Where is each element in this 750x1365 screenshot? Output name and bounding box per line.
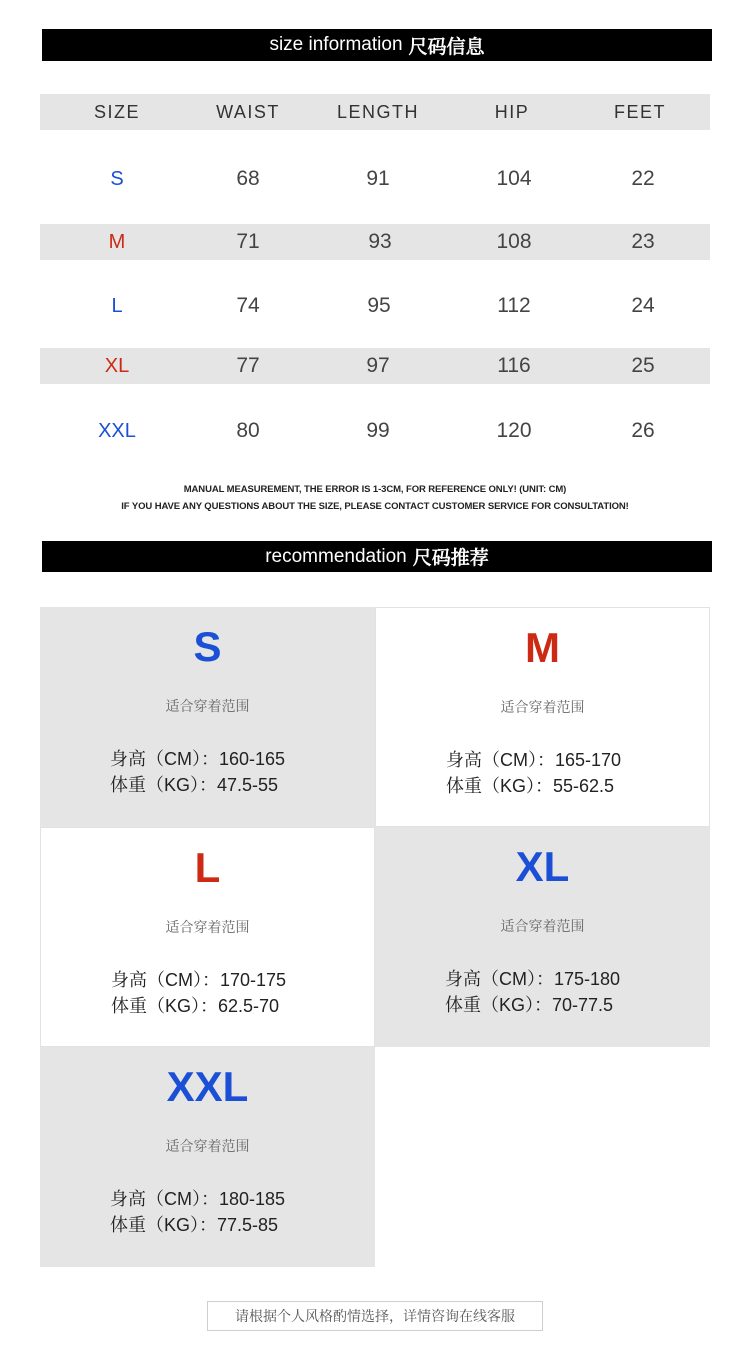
table-row [40, 413, 710, 449]
hip-cell: 120 [496, 419, 532, 442]
feet-cell: 25 [631, 354, 655, 377]
footer-note [207, 1301, 543, 1331]
size-information-title-en: size information [269, 34, 403, 55]
header-waist: WAIST [216, 101, 280, 122]
recommendation-card-m [375, 607, 710, 827]
recommendation-title-cn: 尺码推荐 [412, 548, 489, 569]
size-information-header [42, 29, 712, 61]
feet-cell: 26 [631, 419, 655, 442]
card-size-label: XXL [166, 1063, 249, 1110]
card-weight-range: 体重（KG）：47.5-55 [110, 775, 279, 795]
length-cell: 99 [366, 419, 390, 442]
header-size: SIZE [93, 101, 141, 122]
card-weight-range: 体重（KG）：55-62.5 [446, 776, 615, 796]
measurement-note: MANUAL MEASUREMENT, THE ERROR IS 1-3CM, FOR REFERENCE ONLY! (UNIT: CM) [183, 484, 567, 495]
card-size-label: M [525, 624, 560, 671]
header-length: LENGTH [336, 101, 420, 122]
hip-cell: 104 [496, 167, 532, 190]
card-subtitle: 适合穿着范围 [165, 1138, 250, 1154]
size-cell: XL [104, 354, 130, 377]
recommendation-header [42, 541, 712, 572]
recommendation-card-l [40, 827, 375, 1047]
waist-cell: 77 [236, 354, 260, 377]
card-size-label: S [193, 623, 222, 670]
table-row [40, 288, 710, 324]
hip-cell: 108 [496, 230, 532, 253]
card-subtitle: 适合穿着范围 [165, 919, 250, 935]
size-cell: XXL [98, 419, 136, 442]
card-height-range: 身高（CM）：160-165 [110, 749, 286, 769]
table-row [40, 161, 710, 197]
header-feet: FEET [613, 101, 667, 122]
contact-note: IF YOU HAVE ANY QUESTIONS ABOUT THE SIZE, PLEASE CONTACT CUSTOMER SERVICE FOR CONSULTATION! [121, 501, 629, 512]
card-subtitle: 适合穿着范围 [500, 918, 585, 934]
hip-cell: 116 [497, 354, 531, 377]
card-subtitle: 适合穿着范围 [165, 698, 250, 714]
card-height-range: 身高（CM）：170-175 [111, 970, 287, 990]
feet-cell: 22 [631, 167, 655, 190]
table-row [40, 348, 710, 384]
length-cell: 95 [367, 294, 391, 317]
card-size-label: L [194, 844, 221, 891]
card-size-label: XL [515, 843, 570, 890]
feet-cell: 23 [631, 230, 655, 253]
waist-cell: 74 [236, 294, 260, 317]
header-hip: HIP [494, 101, 530, 122]
waist-cell: 68 [236, 167, 260, 190]
waist-cell: 71 [236, 230, 260, 253]
recommendation-card-xxl [40, 1047, 375, 1267]
card-height-range: 身高（CM）：175-180 [445, 969, 621, 989]
length-cell: 97 [366, 354, 390, 377]
size-cell: M [108, 230, 126, 253]
length-cell: 93 [368, 230, 392, 253]
size-information-title-cn: 尺码信息 [408, 36, 485, 58]
recommendation-card-s [40, 607, 375, 827]
size-cell: L [111, 294, 123, 317]
recommendation-card-xl [375, 827, 710, 1047]
card-height-range: 身高（CM）：165-170 [446, 750, 622, 770]
footer-text: 请根据个人风格酌情选择，详情咨询在线客服 [235, 1308, 515, 1324]
size-cell: S [110, 167, 124, 190]
card-weight-range: 体重（KG）：62.5-70 [111, 996, 280, 1016]
waist-cell: 80 [236, 419, 260, 442]
card-height-range: 身高（CM）：180-185 [110, 1189, 286, 1209]
card-subtitle: 适合穿着范围 [500, 699, 585, 715]
table-header-row [40, 94, 710, 130]
card-weight-range: 体重（KG）：77.5-85 [110, 1215, 279, 1235]
table-row [40, 224, 710, 260]
card-weight-range: 体重（KG）：70-77.5 [445, 995, 614, 1015]
hip-cell: 112 [497, 294, 531, 317]
length-cell: 91 [366, 167, 390, 190]
feet-cell: 24 [631, 294, 655, 317]
recommendation-title-en: recommendation [265, 545, 407, 567]
